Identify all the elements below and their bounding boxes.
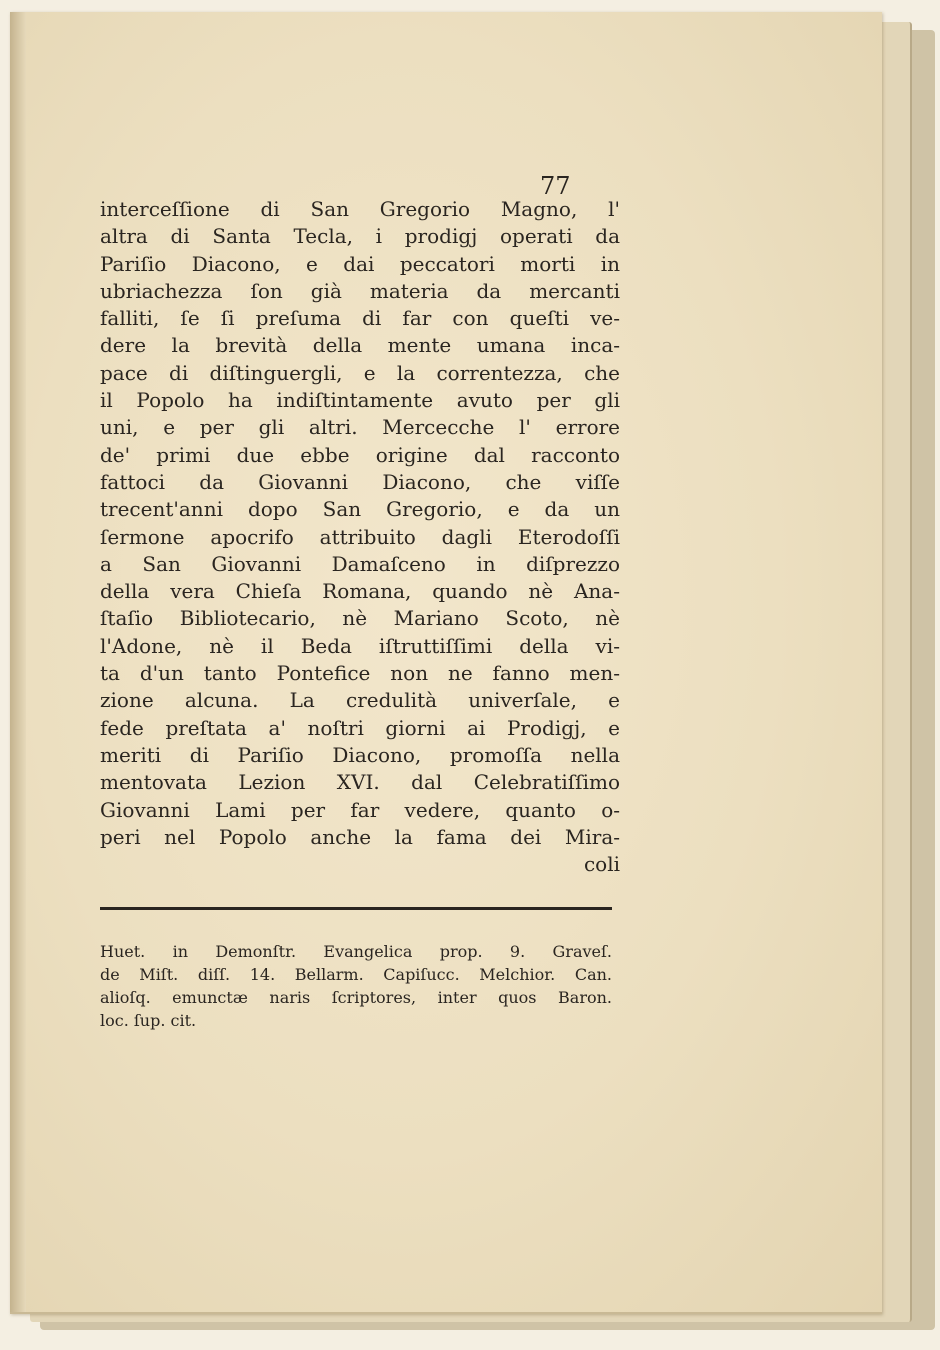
text-line: pace di diſtinguergli, e la correntezza, che xyxy=(100,360,620,385)
text-line: de' primi due ebbe origine dal racconto xyxy=(100,442,620,467)
text-line: zione alcuna. La credulità univerſale, e xyxy=(100,688,620,713)
text-line: meriti di Pariſio Diacono, promoſſa nella xyxy=(100,742,620,767)
book-page xyxy=(10,12,882,1314)
text-line: falliti, ſe ſi preſuma di far con queſti ve- xyxy=(100,306,620,331)
text-line: altra di Santa Tecla, i prodigj operati da xyxy=(100,224,620,249)
text-line: ta d'un tanto Pontefice non ne fanno men- xyxy=(100,661,620,686)
catchword: coli xyxy=(583,852,620,877)
text-line: fede preſtata a' noſtri giorni ai Prodigj, e xyxy=(100,715,620,740)
body-text xyxy=(100,196,620,878)
footnote-line: de Miſt. diſſ. 14. Bellarm. Capiſucc. Melchior. Can. xyxy=(100,965,612,984)
text-line: ubriachezza ſon già materia da mercanti xyxy=(100,278,620,303)
footnote-line: alioſq. emunctæ naris ſcriptores, inter quos Baron. xyxy=(100,988,612,1007)
text-line: l'Adone, nè il Beda iſtruttiſſimi della vi- xyxy=(100,633,620,658)
text-line: mentovata Lezion XVI. dal Celebratiſſimo xyxy=(100,770,620,795)
binding-gutter xyxy=(10,12,26,1312)
text-line: ſermone apocrifo attribuito dagli Eterodoſſi xyxy=(100,524,620,549)
text-line: fattoci da Giovanni Diacono, che viſſe xyxy=(100,469,620,494)
footnote xyxy=(100,940,612,1032)
text-line: interceſſione di San Gregorio Magno, l' xyxy=(100,197,620,221)
text-line: ſtaſio Bibliotecario, nè Mariano Scoto, nè xyxy=(100,606,620,631)
text-line: a San Giovanni Damaſceno in diſprezzo xyxy=(100,551,620,576)
text-line: Pariſio Diacono, e dai peccatori morti in xyxy=(100,251,620,276)
text-line: dere la brevità della mente umana inca- xyxy=(100,333,620,358)
text-line: peri nel Popolo anche la fama dei Mira- xyxy=(100,824,620,849)
text-line: uni, e per gli altri. Mercecche l' errore xyxy=(100,415,620,440)
footnote-rule xyxy=(100,907,612,910)
text-line: trecent'anni dopo San Gregorio, e da un xyxy=(100,497,620,522)
page-number: 77 xyxy=(540,172,571,200)
footnote-line: Huet. in Demonſtr. Evangelica prop. 9. Graveſ. xyxy=(100,942,612,961)
text-line: il Popolo ha indiſtintamente avuto per gli xyxy=(100,388,620,413)
footnote-line: loc. ſup. cit. xyxy=(100,1011,197,1030)
text-line: Giovanni Lami per far vedere, quanto o- xyxy=(100,797,620,822)
text-line: della vera Chieſa Romana, quando nè Ana- xyxy=(100,579,620,604)
